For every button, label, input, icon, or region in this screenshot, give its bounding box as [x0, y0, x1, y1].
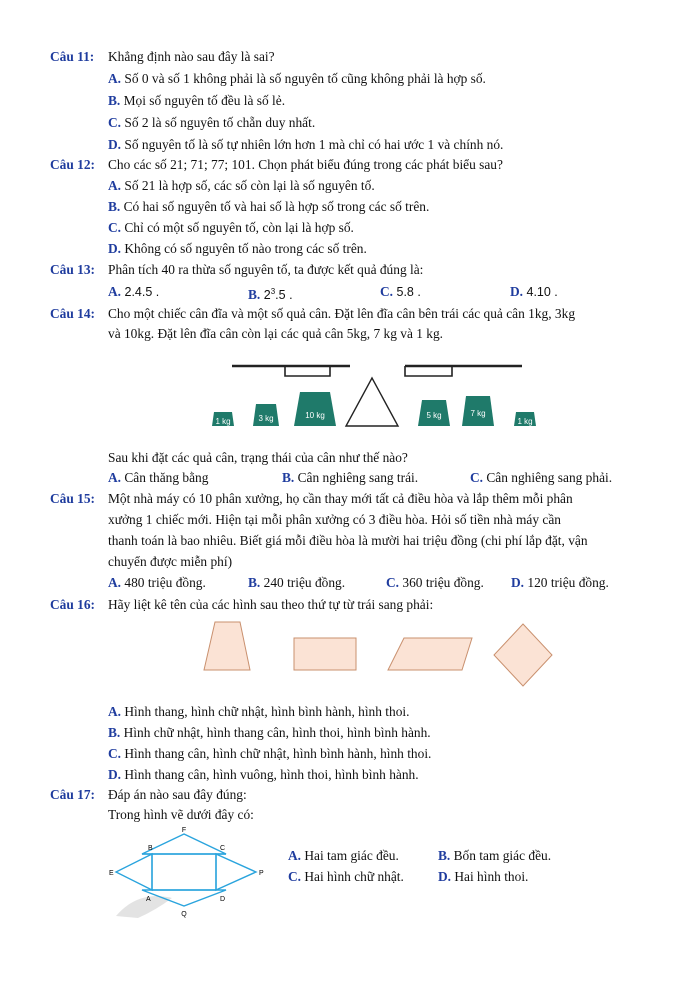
- q15-option-b[interactable]: B. 240 triệu đồng.: [248, 575, 346, 590]
- shape-rectangle: [294, 638, 356, 670]
- left-pan-hanger: [285, 366, 330, 376]
- point-label-d: D: [220, 896, 226, 903]
- q11-option-c[interactable]: C. Số 2 là số nguyên tố chẵn duy nhất.: [108, 115, 316, 130]
- question-12-label: Câu 12:: [50, 157, 96, 172]
- q12-option-b[interactable]: B. Có hai số nguyên tố và hai số là hợp số trong các số trên.: [108, 199, 430, 214]
- q17-option-d[interactable]: D. Hai hình thoi.: [438, 869, 529, 884]
- q17-option-b[interactable]: B. Bốn tam giác đều.: [438, 848, 552, 863]
- q16-option-c[interactable]: C. Hình thang cân, hình chữ nhật, hình bình hành, hình thoi.: [108, 746, 432, 761]
- weight-left-10kg: [294, 392, 336, 426]
- shape-parallelogram: [388, 638, 472, 670]
- q13-option-b[interactable]: B. $2^3.5$ .: [248, 287, 293, 302]
- q14-option-a[interactable]: A. Cân thăng bằng: [108, 470, 209, 485]
- question-17-subtext: Trong hình vẽ dưới đây có:: [108, 807, 254, 822]
- question-14-question: Sau khi đặt các quả cân, trạng thái của cân như thế nào?: [108, 450, 408, 465]
- question-15-line-1: Một nhà máy có 10 phân xưởng, họ cần thay mới tất cả điều hòa và lắp thêm mỗi phân: [108, 491, 573, 506]
- weight-label-left-1: 1 kg: [215, 417, 231, 426]
- q15-option-c[interactable]: C. 360 triệu đồng.: [386, 575, 484, 590]
- q17-option-c[interactable]: C. Hai hình chữ nhật.: [288, 869, 404, 884]
- q13-option-d[interactable]: D. 4.10 .: [510, 284, 558, 299]
- balance-scale-figure: [200, 356, 540, 434]
- q12-option-d[interactable]: D. Không có số nguyên tố nào trong các số trên.: [108, 241, 367, 256]
- triangle-left: [116, 854, 152, 890]
- q15-option-a[interactable]: A. 480 triệu đồng.: [108, 575, 206, 590]
- q13-option-c[interactable]: C. 5.8 .: [380, 284, 421, 299]
- fulcrum-triangle: [346, 378, 398, 426]
- decorative-swoosh: [116, 896, 172, 918]
- weight-label-left-3: 10 kg: [305, 411, 325, 420]
- point-label-e: E: [109, 870, 114, 877]
- question-13-text: Phân tích 40 ra thừa số nguyên tố, ta được kết quả đúng là:: [108, 262, 424, 277]
- q16-option-d[interactable]: D. Hình thang cân, hình vuông, hình thoi, hình bình hành.: [108, 767, 419, 782]
- question-14-text-line2: và 10kg. Đặt lên đĩa cân còn lại các quả cân 5kg, 7 kg và 1 kg.: [108, 326, 444, 341]
- point-label-c: C: [220, 845, 226, 852]
- question-12-text: Cho các số 21; 71; 77; 101. Chọn phát biểu đúng trong các phát biểu sau?: [108, 157, 503, 172]
- point-label-a: A: [146, 896, 151, 903]
- point-label-b: B: [148, 845, 153, 852]
- question-11-text: Khẳng định nào sau đây là sai?: [108, 49, 275, 64]
- question-14-label: Câu 14:: [50, 306, 96, 321]
- question-15-label: Câu 15:: [50, 491, 96, 506]
- q11-option-b[interactable]: B. Mọi số nguyên tố đều là số lẻ.: [108, 93, 286, 108]
- question-15-line-2: xưởng 1 chiếc mới. Hiện tại mỗi phân xưởng có 3 điều hòa. Hỏi số tiền nhà máy cần: [108, 512, 561, 527]
- point-label-f: F: [181, 827, 187, 834]
- q16-option-a[interactable]: A. Hình thang, hình chữ nhật, hình bình hành, hình thoi.: [108, 704, 410, 719]
- weight-label-left-2: 3 kg: [258, 414, 274, 423]
- q13-option-a[interactable]: A. 2.4.5 .: [108, 284, 160, 299]
- q17-option-a[interactable]: A. Hai tam giác đều.: [288, 848, 399, 863]
- question-15-line-3: thanh toán là bao nhiêu. Biết giá mỗi điều hòa là mười hai triệu đồng (chi phí lắp đặt, vận: [108, 533, 588, 548]
- q14-option-b[interactable]: B. Cân nghiêng sang trái.: [282, 470, 419, 485]
- shape-rhombus: [494, 624, 552, 686]
- weight-label-right-1: 5 kg: [426, 411, 442, 420]
- q15-option-d[interactable]: D. 120 triệu đồng.: [511, 575, 609, 590]
- triangle-right: [216, 854, 256, 890]
- question-11-label: Câu 11:: [50, 49, 95, 64]
- weight-label-right-3: 1 kg: [517, 417, 533, 426]
- question-13-label: Câu 13:: [50, 262, 96, 277]
- shapes-figure: [200, 618, 560, 690]
- question-14-text-line1: Cho một chiếc cân đĩa và một số quả cân. Đặt lên đĩa cân bên trái các quả cân 1kg, 3kg: [108, 306, 576, 321]
- shape-isosceles-trapezoid: [204, 622, 250, 670]
- q12-option-c[interactable]: C. Chỉ có một số nguyên tố, còn lại là hợp số.: [108, 220, 354, 235]
- rectangle-abcd: [152, 854, 216, 890]
- weight-label-right-2: 7 kg: [470, 409, 486, 418]
- question-17-label: Câu 17:: [50, 787, 96, 802]
- question-16-label: Câu 16:: [50, 597, 96, 612]
- point-label-q: Q: [181, 911, 187, 918]
- question-17-text: Đáp án nào sau đây đúng:: [108, 787, 247, 802]
- question-15-line-4: chuyển được miễn phí): [108, 554, 233, 569]
- q12-option-a[interactable]: A. Số 21 là hợp số, các số còn lại là số nguyên tố.: [108, 178, 375, 193]
- triangle-top: [142, 834, 226, 854]
- q11-option-d[interactable]: D. Số nguyên tố là số tự nhiên lớn hơn 1 mà chỉ có hai ước 1 và chính nó.: [108, 137, 504, 152]
- q11-option-a[interactable]: A. Số 0 và số 1 không phải là số nguyên tố cũng không phải là hợp số.: [108, 71, 486, 86]
- geometry-figure: [108, 824, 273, 920]
- point-label-p: P: [259, 870, 264, 877]
- q14-option-c[interactable]: C. Cân nghiêng sang phải.: [470, 470, 613, 485]
- q16-option-b[interactable]: B. Hình chữ nhật, hình thang cân, hình thoi, hình bình hành.: [108, 725, 431, 740]
- right-pan-hanger: [405, 366, 452, 376]
- question-16-text: Hãy liệt kê tên của các hình sau theo thứ tự từ trái sang phải:: [108, 597, 434, 612]
